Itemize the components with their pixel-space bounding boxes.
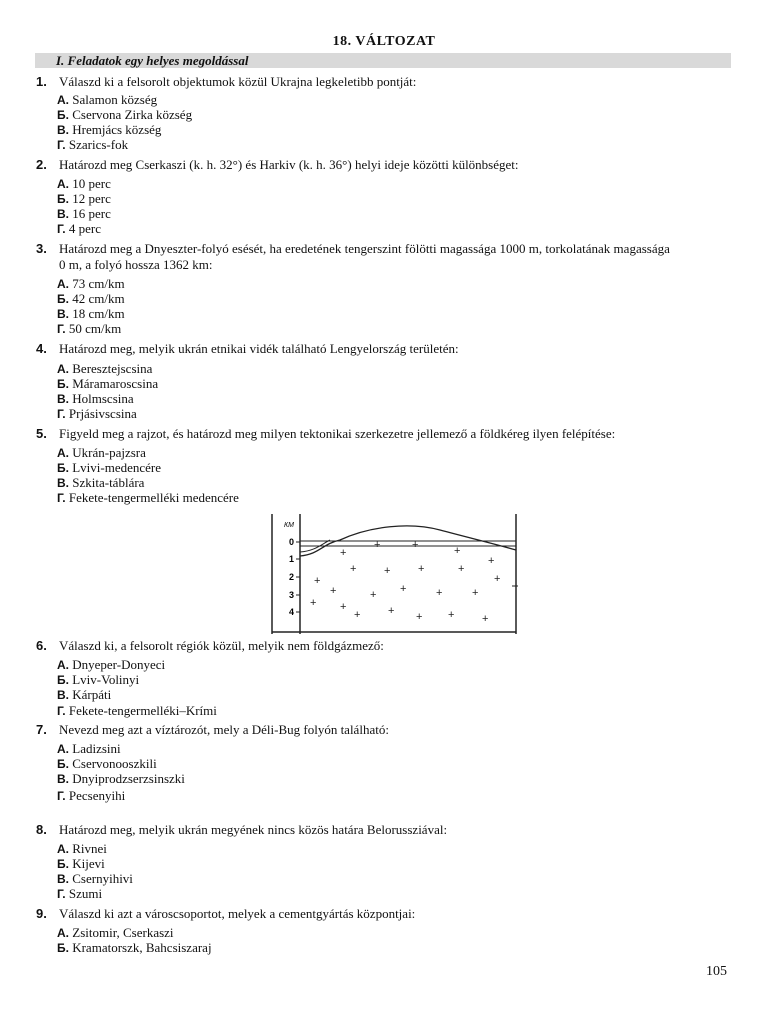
option-letter: А.	[57, 277, 69, 291]
option-letter: Г.	[57, 138, 66, 152]
option-letter: А.	[57, 177, 69, 191]
option-letter: Г.	[57, 222, 66, 236]
option	[57, 221, 101, 237]
option	[57, 841, 107, 857]
option-text: Cservona Zirka község	[72, 107, 193, 122]
option-letter: Б.	[57, 108, 69, 122]
option	[57, 871, 133, 887]
plus-mark: +	[488, 555, 495, 567]
option-text: Cservonooszkili	[72, 756, 157, 771]
depth-label: 0	[289, 537, 295, 547]
option	[57, 92, 157, 108]
question-text: Határozd meg Cserkaszi (k. h. 32°) és Harkiv (k. h. 36°) helyi ideje közötti különbséget:	[59, 157, 519, 172]
option-text: 42 cm/km	[72, 291, 125, 306]
question-number: 9.	[36, 906, 47, 921]
option-text: Fekete-tengermelléki–Krími	[68, 703, 217, 718]
option-text: Dnyiprodzserzsinszki	[72, 771, 185, 786]
option-letter: Г.	[57, 407, 66, 421]
depth-label: 4	[289, 607, 295, 617]
option-text: Máramaroscsina	[72, 376, 159, 391]
plus-mark: +	[416, 611, 423, 623]
option-letter: А.	[57, 742, 69, 756]
option-text: Lvivi-medencére	[72, 460, 162, 475]
plus-mark: +	[314, 575, 321, 587]
plus-mark: +	[418, 563, 425, 575]
option-letter: Б.	[57, 941, 69, 955]
option-text: Salamon község	[72, 92, 158, 107]
question-number: 5.	[36, 426, 47, 441]
option-text: Kijevi	[72, 856, 105, 871]
option-text: Lviv-Volinyi	[72, 672, 140, 687]
plus-mark: +	[494, 573, 501, 585]
option-text: Ladizsini	[72, 741, 121, 756]
option-letter: Б.	[57, 292, 69, 306]
option	[57, 191, 111, 207]
plus-mark: +	[482, 613, 489, 625]
option	[57, 291, 125, 307]
option	[57, 276, 125, 292]
option	[57, 687, 111, 703]
option-letter: В.	[57, 207, 69, 221]
option-text: Pecsenyihi	[68, 788, 126, 803]
depth-label: 3	[289, 590, 295, 600]
plus-mark: +	[436, 587, 443, 599]
option-letter: Г.	[57, 789, 66, 803]
option-letter: Б.	[57, 857, 69, 871]
depth-scale	[289, 537, 294, 617]
option-letter: А.	[57, 93, 69, 107]
depth-label: 1	[289, 554, 295, 564]
question-number: 1.	[36, 74, 47, 89]
option-letter: В.	[57, 123, 69, 137]
option-letter: А.	[57, 658, 69, 672]
depth-label: 2	[289, 572, 295, 582]
option	[57, 672, 139, 688]
option-text: 50 cm/km	[68, 321, 122, 336]
option	[57, 703, 217, 719]
option-text: 4 perc	[68, 221, 102, 236]
option-letter: А.	[57, 926, 69, 940]
plus-mark: +	[330, 585, 337, 597]
option	[57, 391, 134, 407]
option-text: 12 perc	[72, 191, 111, 206]
option-letter: В.	[57, 772, 69, 786]
option-letter: В.	[57, 688, 69, 702]
option-letter: А.	[57, 362, 69, 376]
option-letter: Б.	[57, 192, 69, 206]
option	[57, 490, 239, 506]
question-text-line-1: Határozd meg a Dnyeszter-folyó esését, ha eredetének tengerszint fölötti magassága 1000 m, torkolatának magassága	[59, 241, 670, 256]
option	[57, 206, 111, 222]
option-text: Prjásivscsina	[68, 406, 137, 421]
plus-mark: +	[370, 589, 377, 601]
option	[57, 122, 161, 138]
option-text: Rivnei	[72, 841, 107, 856]
plus-mark: +	[374, 539, 381, 551]
plus-mark: +	[400, 583, 407, 595]
option-text: 73 cm/km	[72, 276, 125, 291]
plus-mark: +	[458, 563, 465, 575]
option-letter: В.	[57, 392, 69, 406]
option-text: Szumi	[68, 886, 103, 901]
option-text: Dnyeper-Donyeci	[72, 657, 166, 672]
question-number: 2.	[36, 157, 47, 172]
plus-mark: +	[388, 605, 395, 617]
option	[57, 176, 111, 192]
option-text: Csernyihivi	[72, 871, 133, 886]
question-text: Nevezd meg azt a víztározót, mely a Déli-Bug folyón található:	[59, 722, 389, 737]
option	[57, 657, 165, 673]
option	[57, 107, 192, 123]
option	[57, 771, 185, 787]
plus-mark: +	[412, 539, 419, 551]
option-text: Kárpáti	[72, 687, 112, 702]
option	[57, 361, 152, 377]
option	[57, 321, 121, 337]
section-title: I. Feladatok egy helyes megoldással	[56, 53, 249, 68]
option-text: 10 perc	[72, 176, 111, 191]
option-text: Holmscsina	[72, 391, 134, 406]
option-letter: А.	[57, 446, 69, 460]
question-text: Határozd meg, melyik ukrán etnikai vidék található Lengyelország területén:	[59, 341, 459, 356]
option-text: Kramatorszk, Bahcsiszaraj	[72, 940, 212, 955]
question-number: 6.	[36, 638, 47, 653]
option-text: Zsitomir, Cserkaszi	[72, 925, 174, 940]
option-letter: В.	[57, 307, 69, 321]
question-number: 7.	[36, 722, 47, 737]
option-text: Ukrán-pajzsra	[72, 445, 146, 460]
option-letter: Г.	[57, 704, 66, 718]
plus-mark: +	[472, 587, 479, 599]
option-letter: В.	[57, 872, 69, 886]
plus-mark: +	[310, 597, 317, 609]
crystalline-basement-marks	[310, 539, 500, 625]
option	[57, 756, 157, 772]
option	[57, 856, 105, 872]
option-text: Szarics-fok	[68, 137, 129, 152]
option	[57, 460, 161, 476]
page-title: 18. VÁLTOZAT	[332, 34, 436, 49]
question-text-line-2: 0 m, a folyó hossza 1362 km:	[59, 257, 213, 272]
option-text: Hremjács község	[72, 122, 162, 137]
option	[57, 376, 158, 392]
option-letter: Г.	[57, 322, 66, 336]
plus-mark: +	[350, 563, 357, 575]
option-text: Szkita-táblára	[72, 475, 145, 490]
option	[57, 445, 146, 461]
option	[57, 406, 137, 422]
plus-mark: +	[384, 565, 391, 577]
question-text: Válaszd ki azt a városcsoportot, melyek a cementgyártás központjai:	[59, 906, 416, 921]
option-letter: Б.	[57, 377, 69, 391]
plus-mark: +	[340, 547, 347, 559]
option	[57, 475, 144, 491]
option-text: 16 perc	[72, 206, 111, 221]
option-letter: Г.	[57, 887, 66, 901]
option	[57, 741, 121, 757]
option	[57, 306, 125, 322]
option-letter: Г.	[57, 491, 66, 505]
option-letter: В.	[57, 476, 69, 490]
question-number: 3.	[36, 241, 47, 256]
option	[57, 925, 174, 941]
question-text: Határozd meg, melyik ukrán megyének nincs közös határa Belorussziával:	[59, 822, 448, 837]
question-text: Válaszd ki, a felsorolt régiók közül, melyik nem földgázmező:	[59, 638, 384, 653]
unit-label: КМ	[284, 522, 294, 529]
plus-mark: +	[354, 609, 361, 621]
option-letter: Б.	[57, 461, 69, 475]
tectonic-cross-section-diagram	[260, 510, 524, 634]
plus-mark: +	[448, 609, 455, 621]
question-number: 8.	[36, 822, 47, 837]
option-text: Fekete-tengermelléki medencére	[68, 490, 239, 505]
option	[57, 788, 125, 804]
page-number: 105	[706, 964, 727, 979]
plus-mark: +	[454, 545, 461, 557]
option	[57, 137, 128, 153]
question-text: Válaszd ki a felsorolt objektumok közül Ukrajna legkeletibb pontját:	[59, 74, 417, 89]
option	[57, 940, 212, 956]
option-letter: Б.	[57, 757, 69, 771]
option-letter: А.	[57, 842, 69, 856]
option-letter: Б.	[57, 673, 69, 687]
plus-mark: +	[340, 601, 347, 613]
option-text: Beresztejscsina	[72, 361, 153, 376]
question-text: Figyeld meg a rajzot, és határozd meg milyen tektonikai szerkezetre jellemező a földkéreg ilyen felépítése:	[59, 426, 616, 441]
question-number: 4.	[36, 341, 47, 356]
option-text: 18 cm/km	[72, 306, 125, 321]
option	[57, 886, 102, 902]
